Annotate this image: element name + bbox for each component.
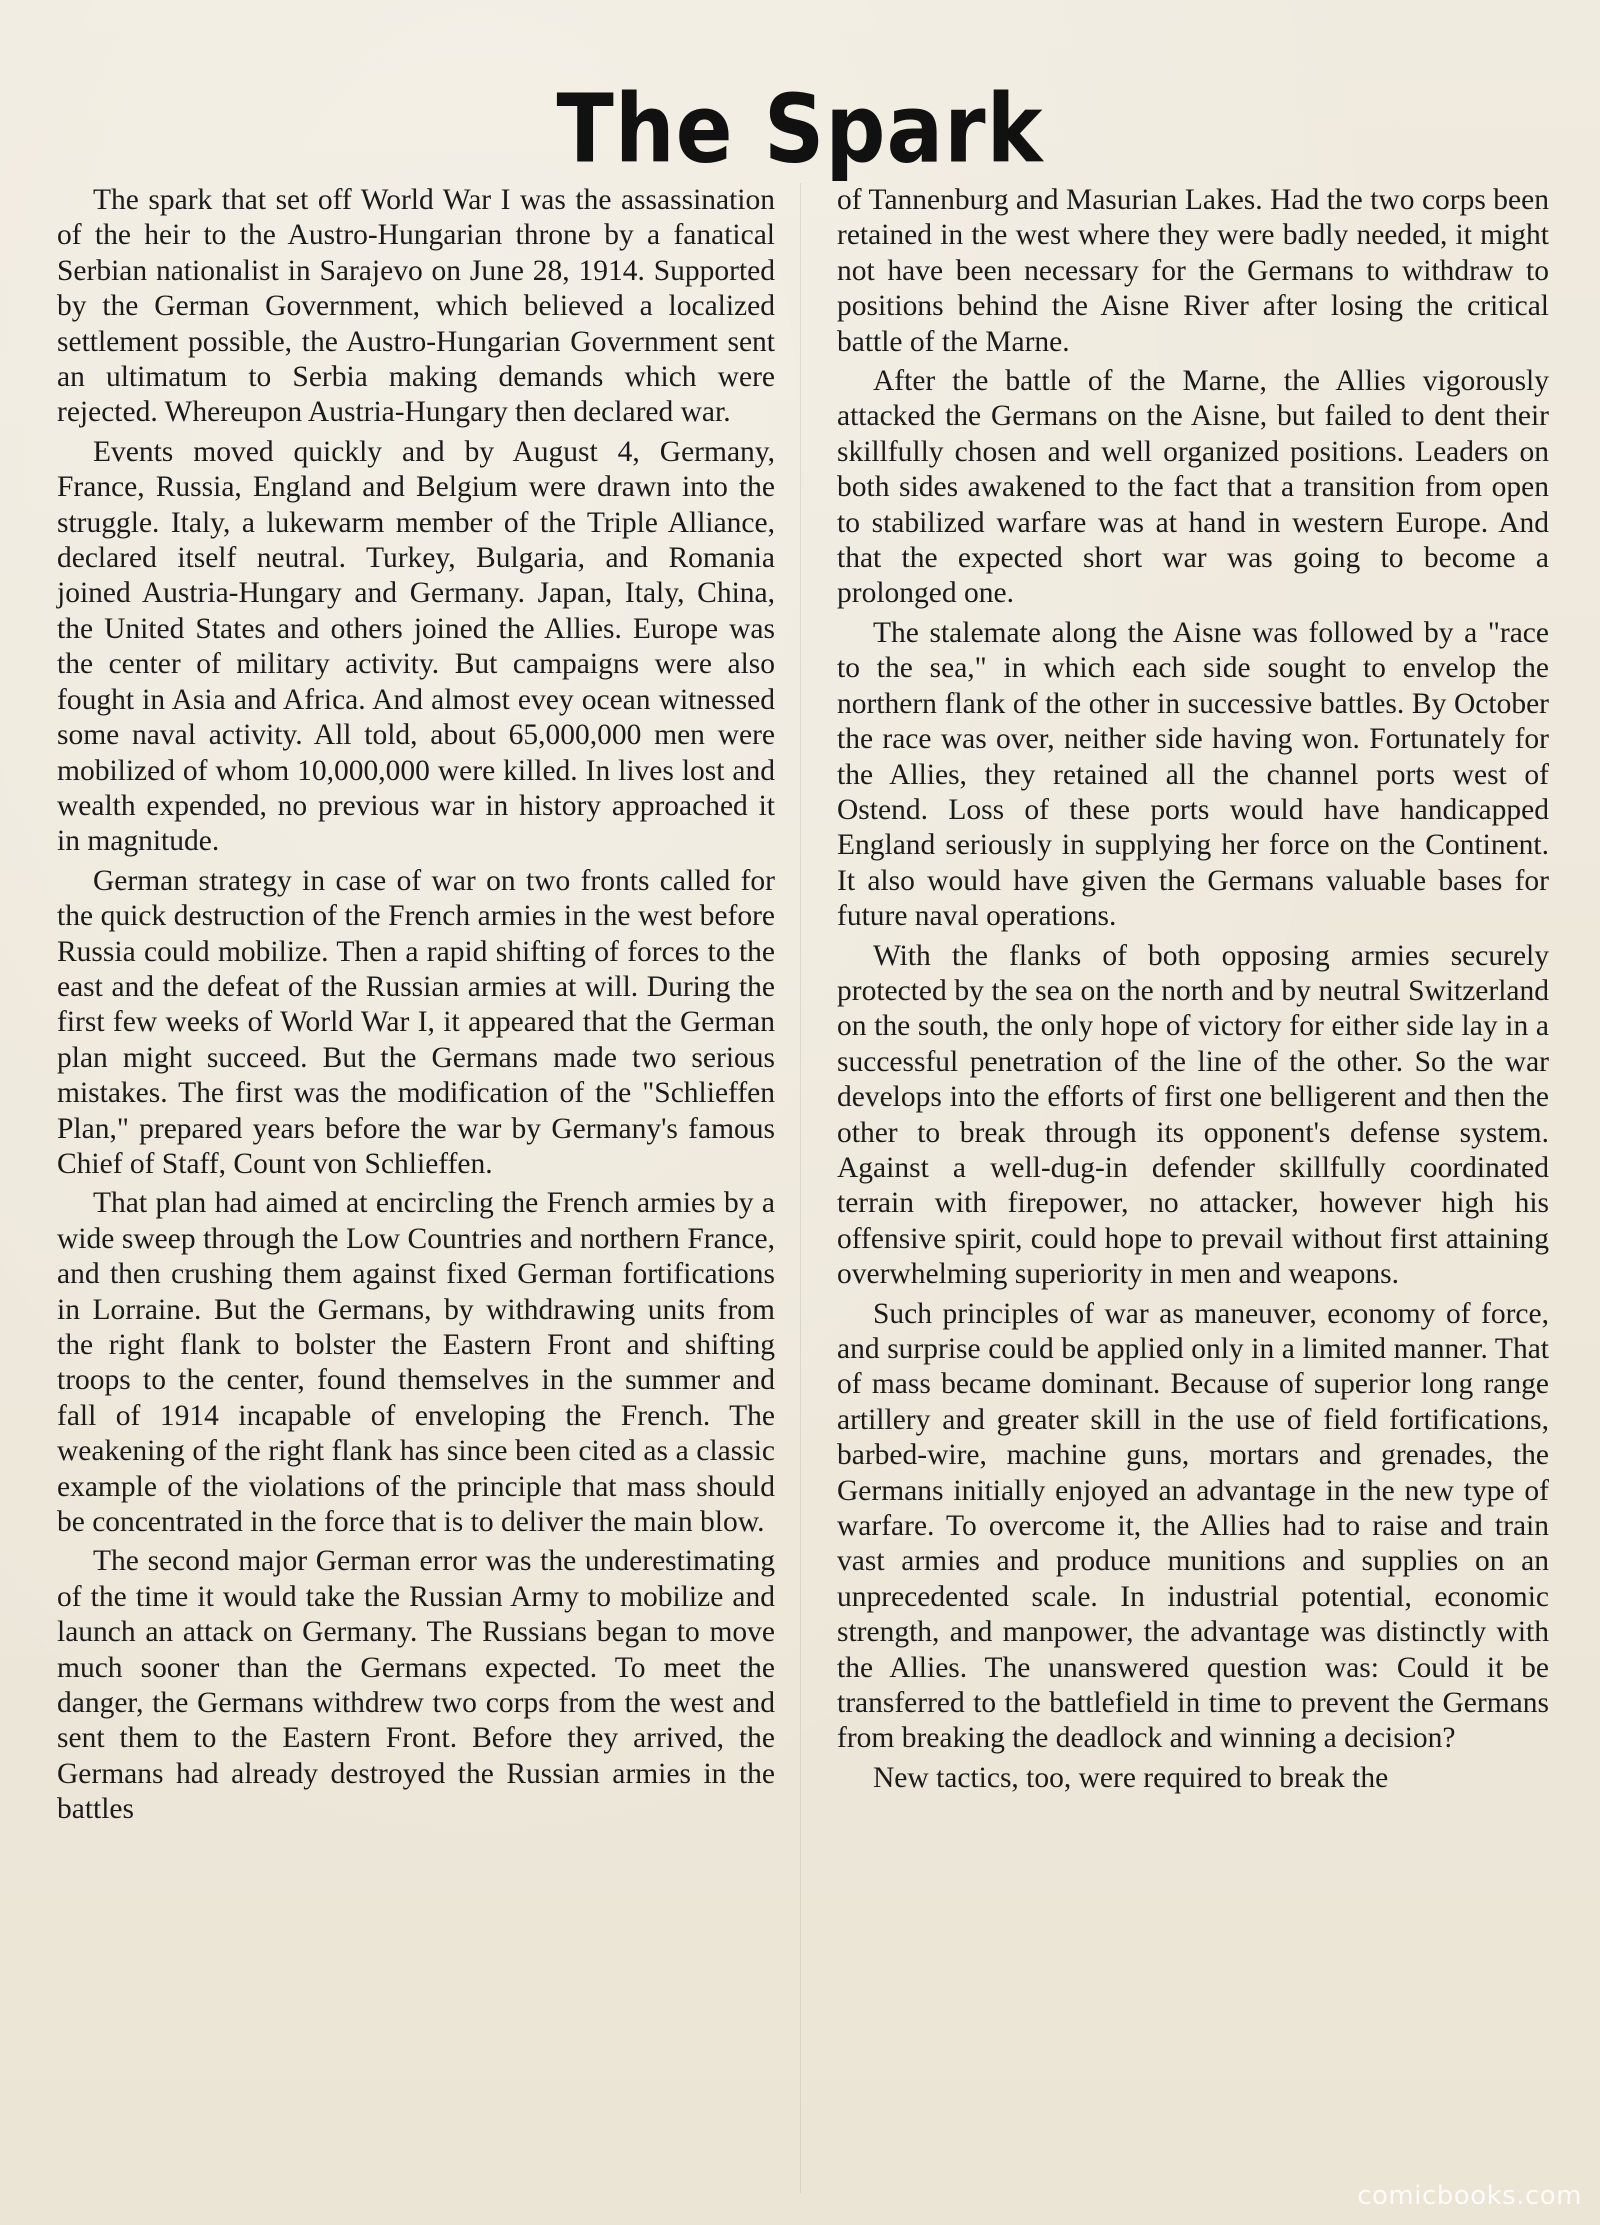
paragraph-continued: of Tannenburg and Masurian Lakes. Had the two corps been retained in the west where they were badly needed, it might not have been necessary for the Germans to withdraw to positions behind the Aisne River after losing the critical battle of the Marne. <box>837 184 1549 358</box>
left-column <box>57 183 775 1828</box>
paragraph: Such principles of war as maneuver, economy of force, and surprise could be applied only in a limited manner. That of mass became dominant. Because of superior long range artillery and greater skill in the use of field fortifications, barbed-wire, machine guns, mortars and grenades, the Germans initially enjoyed an advantage in the new type of warfare. To overcome it, the Allies had to raise and train vast armies and produce munitions and supplies on an unprecedented scale. In industrial potential, economic strength, and manpower, the advantage was distinctly with the Allies. The unanswered question was: Could it be transferred to the battlefield in time to prevent the Germans from breaking the deadlock and winning a decision? <box>837 1297 1549 1755</box>
column-divider <box>800 183 801 2193</box>
paragraph: That plan had aimed at encircling the French armies by a wide sweep through the Low Countries and northern France, and then crushing them against fixed German fortifications in Lorraine. But the Germans, by withdrawing units from the right flank to bolster the Eastern Front and shifting troops to the center, found themselves in the summer and fall of 1914 incapable of enveloping the French. The weakening of the right flank has since been cited as a classic example of the violations of the principle that mass should be concentrated in the force that is to deliver the main blow. <box>57 1187 775 1539</box>
paragraph: Events moved quickly and by August 4, Germany, France, Russia, England and Belgium were drawn into the struggle. Italy, a lukewarm member of the Triple Alliance, declared itself neutral. Turkey, Bulgaria, and Romania joined Austria-Hungary and Germany. Japan, Italy, China, the United States and others joined the Allies. Europe was the center of military activity. But campaigns were also fought in Asia and Africa. And almost evey ocean witnessed some naval activity. All told, about 65,000,000 men were mobilized of whom 10,000,000 were killed. In lives lost and wealth expended, no previous war in history approached it in magnitude. <box>57 435 775 858</box>
paragraph: The stalemate along the Aisne was followed by a "race to the sea," in which each side sought to envelop the northern flank of the other in successive battles. By October the race was over, neither side having won. Fortunately for the Allies, they retained all the channel ports west of Ostend. Loss of these ports would have handicapped England seriously in supplying her force on the Continent. It also would have given the Germans valuable bases for future naval operations. <box>837 616 1549 933</box>
paragraph: The second major German error was the underestimating of the time it would take the Russian Army to mobilize and launch an attack on Germany. The Russians began to move much sooner than the Germans expected. To meet the danger, the Germans withdrew two corps from the west and sent them to the Eastern Front. Before they arrived, the Germans had already destroyed the Russian armies in the battles <box>57 1545 775 1826</box>
paragraph: The spark that set off World War I was the assassination of the heir to the Austro-Hungarian throne by a fanatical Serbian nationalist in Sarajevo on June 28, 1914. Supported by the German Government, which believed a localized settlement possible, the Austro-Hungarian Government sent an ultimatum to Serbia making demands which were rejected. Whereupon Austria-Hungary then declared war. <box>57 184 775 429</box>
paragraph: German strategy in case of war on two fronts called for the quick destruction of the French armies in the west before Russia could mobilize. Then a rapid shifting of forces to the east and the defeat of the Russian armies at will. During the first few weeks of World War I, it appeared that the German plan might succeed. But the Germans made two serious mistakes. The first was the modification of the "Schlieffen Plan," prepared years before the war by Germany's famous Chief of Staff, Count von Schlieffen. <box>57 864 775 1180</box>
page-title: The Spark <box>556 74 1044 185</box>
watermark: comicbooks.com <box>1357 2181 1582 2211</box>
paragraph: New tactics, too, were required to break the <box>873 1761 1389 1794</box>
paragraph: With the flanks of both opposing armies securely protected by the sea on the north and by neutral Switzerland on the south, the only hope of victory for either side lay in a successful penetration of the line of the other. So the war develops into the efforts of first one belligerent and then the other to break through its opponent's defense system. Against a well-dug-in defender skillfully coordinated terrain with firepower, no attacker, however high his offensive spirit, could hope to prevail without first attaining overwhelming superiority in men and weapons. <box>837 939 1549 1291</box>
right-column <box>837 183 1549 1796</box>
paragraph: After the battle of the Marne, the Allies vigorously attacked the Germans on the Aisne, but failed to dent their skillfully chosen and well organized positions. Leaders on both sides awakened to the fact that a transition from open to stabilized warfare was at hand in western Europe. And that the expected short war was going to become a prolonged one. <box>837 365 1549 610</box>
